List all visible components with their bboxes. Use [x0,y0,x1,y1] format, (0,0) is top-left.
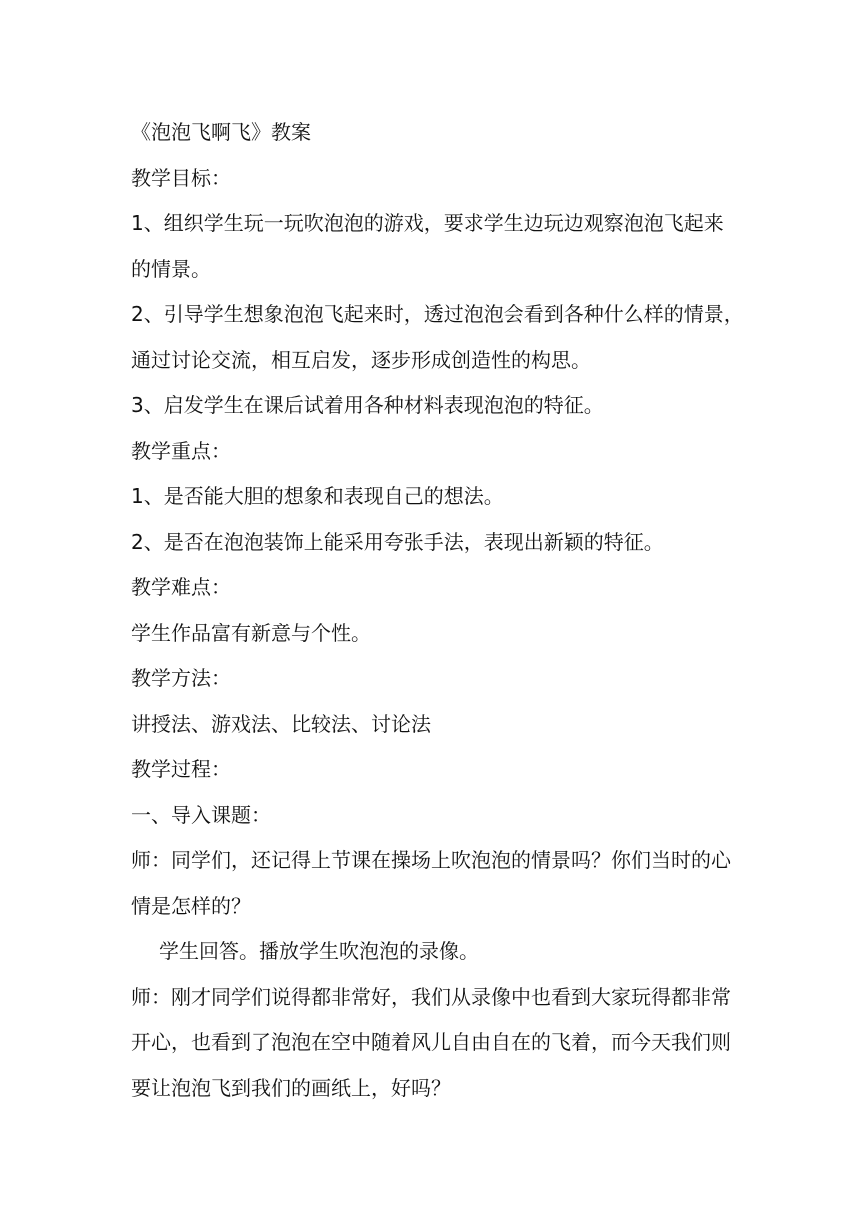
process-heading: 教学过程： [131,757,231,781]
key-point-1: 1、是否能大胆的想象和表现自己的想法。 [131,484,504,508]
teacher-2-line-2: 开心，也看到了泡泡在空中随着风儿自由自在的飞着，而今天我们则 [131,1030,731,1054]
goal-1-line-1: 1、组织学生玩一玩吹泡泡的游戏，要求学生边玩边观察泡泡飞起来 [131,211,724,235]
document-body [131,110,744,1111]
goal-2-line-2: 通过讨论交流，相互启发，逐步形成创造性的构思。 [131,347,591,372]
key-point-2: 2、是否在泡泡装饰上能采用夸张手法，表现出新颖的特征。 [131,529,664,554]
section-1-heading: 一、导入课题： [131,802,271,827]
methods-text: 讲授法、游戏法、比较法、讨论法 [131,711,431,736]
difficulty-heading: 教学难点： [131,575,231,599]
goal-3: 3、启发学生在课后试着用各种材料表现泡泡的特征。 [131,393,604,417]
student-response: 学生回答。播放学生吹泡泡的录像。 [159,939,479,963]
goal-1-line-2: 的情景。 [131,256,211,281]
document-title: 《泡泡飞啊飞》教案 [131,120,311,144]
goals-heading: 教学目标： [131,165,231,190]
difficulty-text: 学生作品富有新意与个性。 [131,620,371,645]
teacher-2-line-1: 师：刚才同学们说得都非常好，我们从录像中也看到大家玩得都非常 [131,984,731,1009]
teacher-1-line-2: 情是怎样的？ [131,893,251,918]
key-points-heading: 教学重点： [131,438,231,463]
goal-2-line-1: 2、引导学生想象泡泡飞起来时，透过泡泡会看到各种什么样的情景， [131,302,744,326]
methods-heading: 教学方法： [131,666,231,690]
teacher-2-line-3: 要让泡泡飞到我们的画纸上，好吗？ [131,1075,451,1100]
teacher-1-line-1: 师：同学们，还记得上节课在操场上吹泡泡的情景吗？你们当时的心 [131,848,731,872]
